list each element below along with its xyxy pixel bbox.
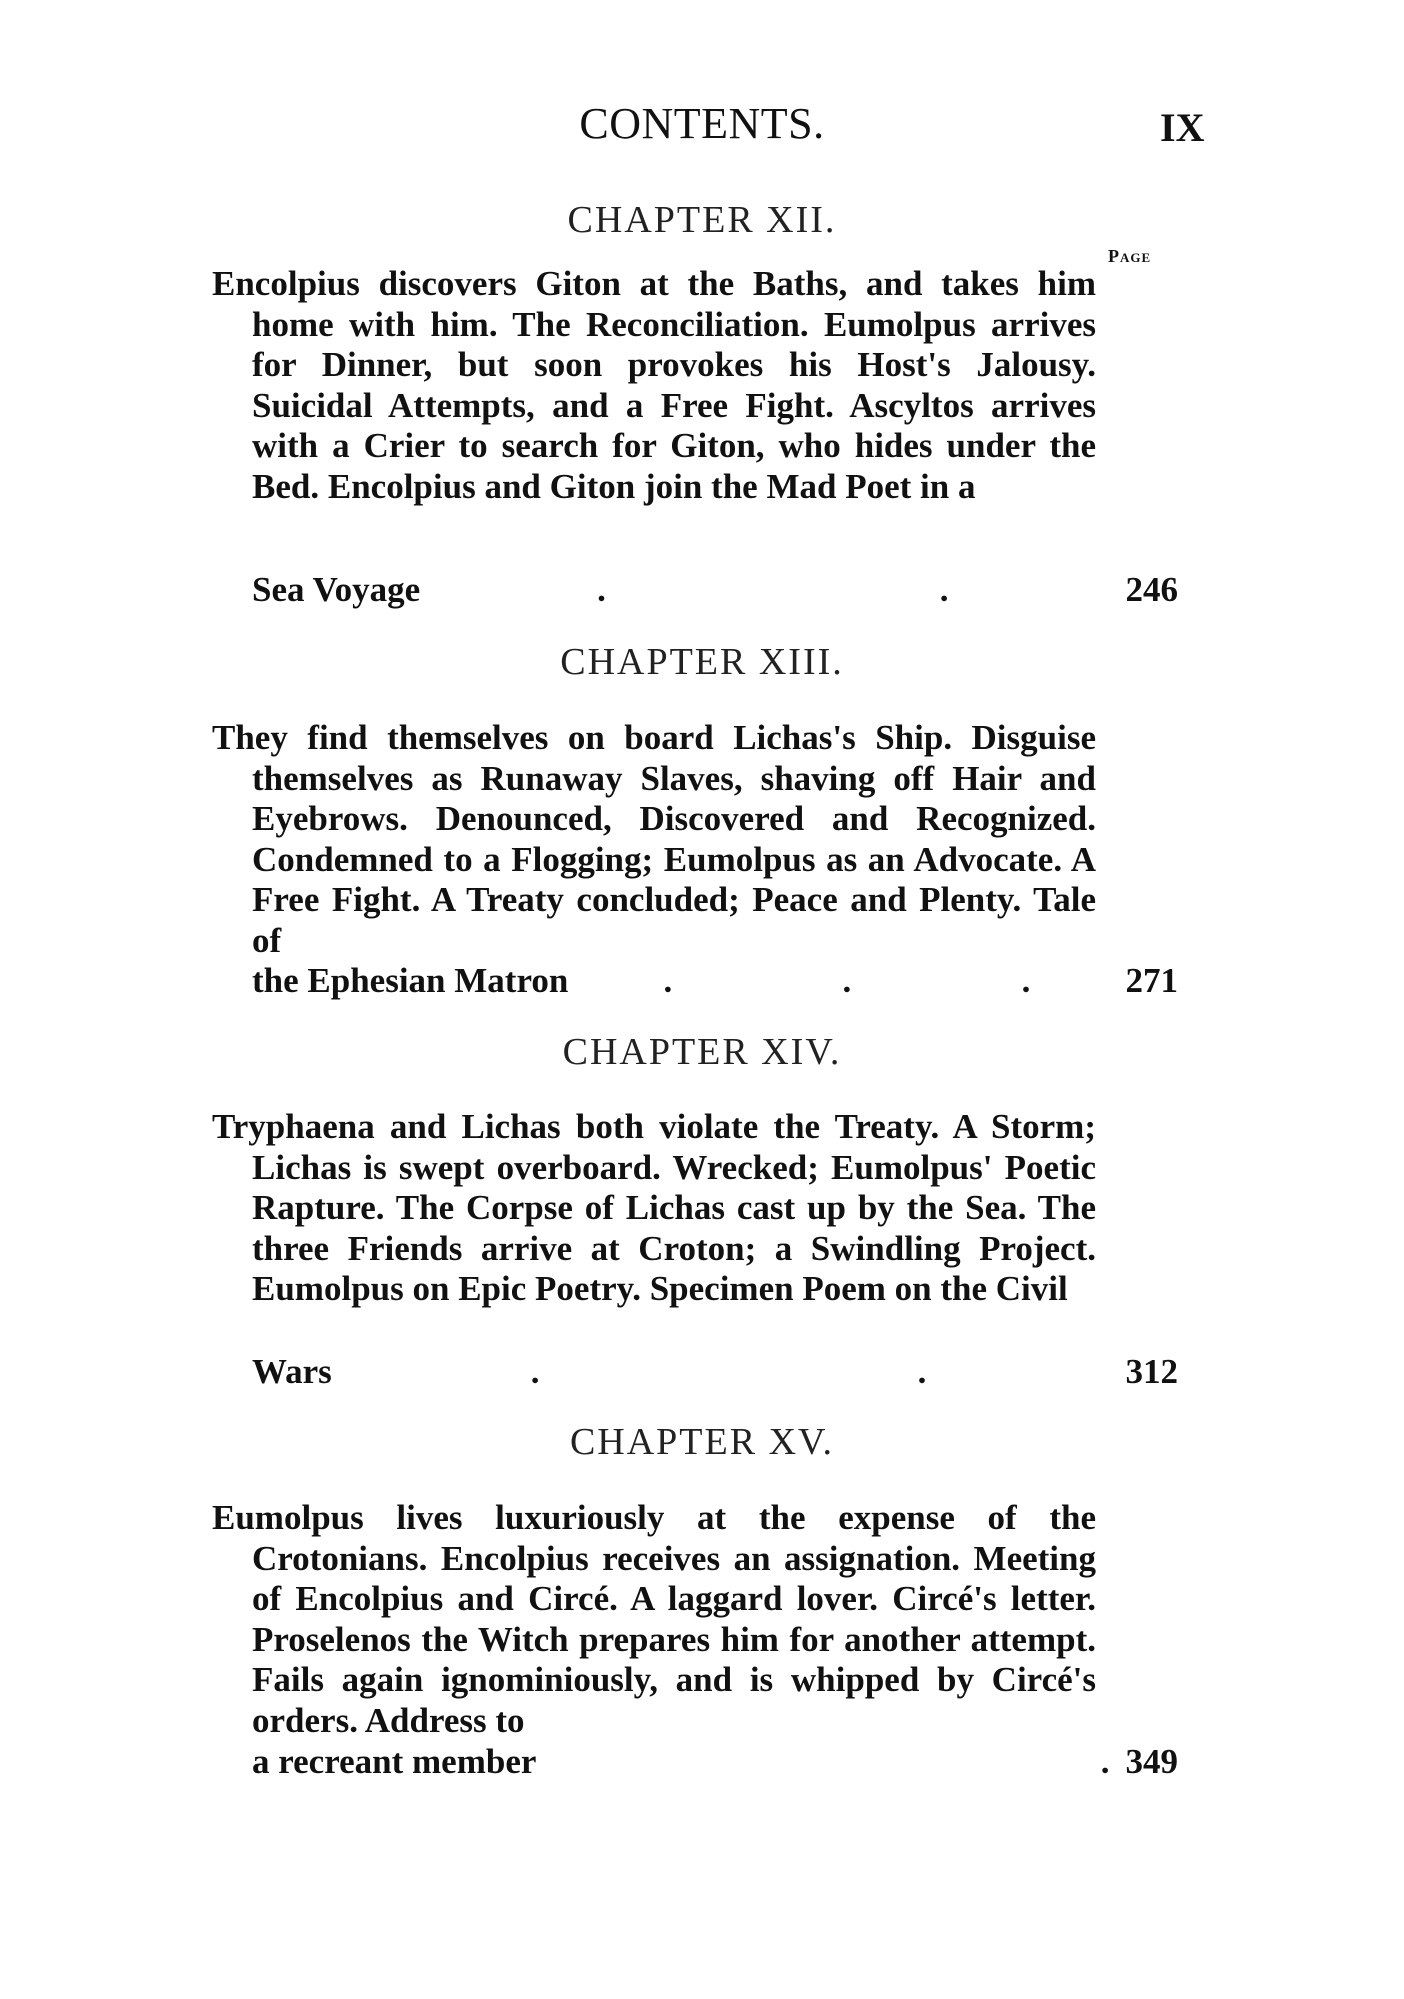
leader-dot: .	[597, 570, 606, 609]
chapter-heading: CHAPTER XIV.	[562, 1031, 842, 1073]
dot-leaders	[568, 961, 1125, 1002]
toc-page-number: 349	[1125, 1742, 1178, 1781]
chapter-summary: They find themselves on board Lichas's Ship. Disguise themselves as Runaway Slaves, shaving off Hair and Eyebrows. Denounced, Discovered and Recognized. Condemned to a Flogging; Eumolpus as an Advocate. A Free Fight. A Treaty concluded; Peace and Plenty. Tale of	[212, 718, 1096, 960]
leader-dot: .	[663, 961, 673, 1000]
page-column-label: Page	[1108, 246, 1152, 266]
leader-dot: .	[1021, 961, 1031, 1000]
page-title: CONTENTS.	[579, 99, 825, 148]
toc-entry-text: Wars	[252, 1352, 332, 1391]
toc-entry-last-line	[252, 1352, 1178, 1393]
leader-dot: .	[1100, 1742, 1110, 1781]
chapter-summary: Encolpius discovers Giton at the Baths, and takes him home with him. The Reconciliation. Eumolpus arrives for Dinner, but soon provokes his Host's Jalousy. Suicidal Attempts, and a Free Fight. Ascyltos arrives with a Crier to search for Giton, who hides under the Bed. Encolpius and Giton join the Mad Poet in a	[212, 264, 1096, 506]
chapter-summary: Eumolpus lives luxuriously at the expense of the Crotonians. Encolpius receives an assignation. Meeting of Encolpius and Circé. A laggard lover. Circé's letter. Proselenos the Witch prepares him for another attempt. Fails again ignominiously, and is whipped by Circé's orders. Address to	[212, 1498, 1096, 1740]
toc-entry-text: a recreant member	[252, 1742, 537, 1781]
leader-dot: .	[939, 570, 949, 609]
leader-dot: .	[917, 1352, 927, 1391]
toc-entry-text: Sea Voyage	[252, 570, 421, 609]
dot-leaders	[420, 570, 1125, 611]
leader-dot: .	[530, 1352, 540, 1391]
dot-leaders	[536, 1742, 1125, 1783]
toc-entry-last-line	[252, 1742, 1178, 1783]
dot-leaders	[332, 1352, 1126, 1393]
toc-page-number: 312	[1125, 1352, 1178, 1391]
leader-dot: .	[842, 961, 852, 1000]
chapter-heading: CHAPTER XIII.	[560, 641, 844, 683]
toc-entry-last-line	[252, 961, 1178, 1002]
chapter-heading: CHAPTER XII.	[567, 199, 837, 241]
toc-page-number: 271	[1125, 961, 1178, 1000]
toc-page-number: 246	[1125, 570, 1178, 609]
chapter-heading: CHAPTER XV.	[569, 1421, 835, 1463]
toc-entry-last-line	[252, 570, 1178, 611]
toc-entry-text: the Ephesian Matron	[252, 961, 569, 1000]
page-number: IX	[1160, 105, 1205, 150]
chapter-summary: Tryphaena and Lichas both violate the Treaty. A Storm; Lichas is swept overboard. Wrecked; Eumolpus' Poetic Rapture. The Corpse of Lichas cast up by the Sea. The three Friends arrive at Croton; a Swindling Project. Eumolpus on Epic Poetry. Specimen Poem on the Civil	[212, 1107, 1096, 1308]
